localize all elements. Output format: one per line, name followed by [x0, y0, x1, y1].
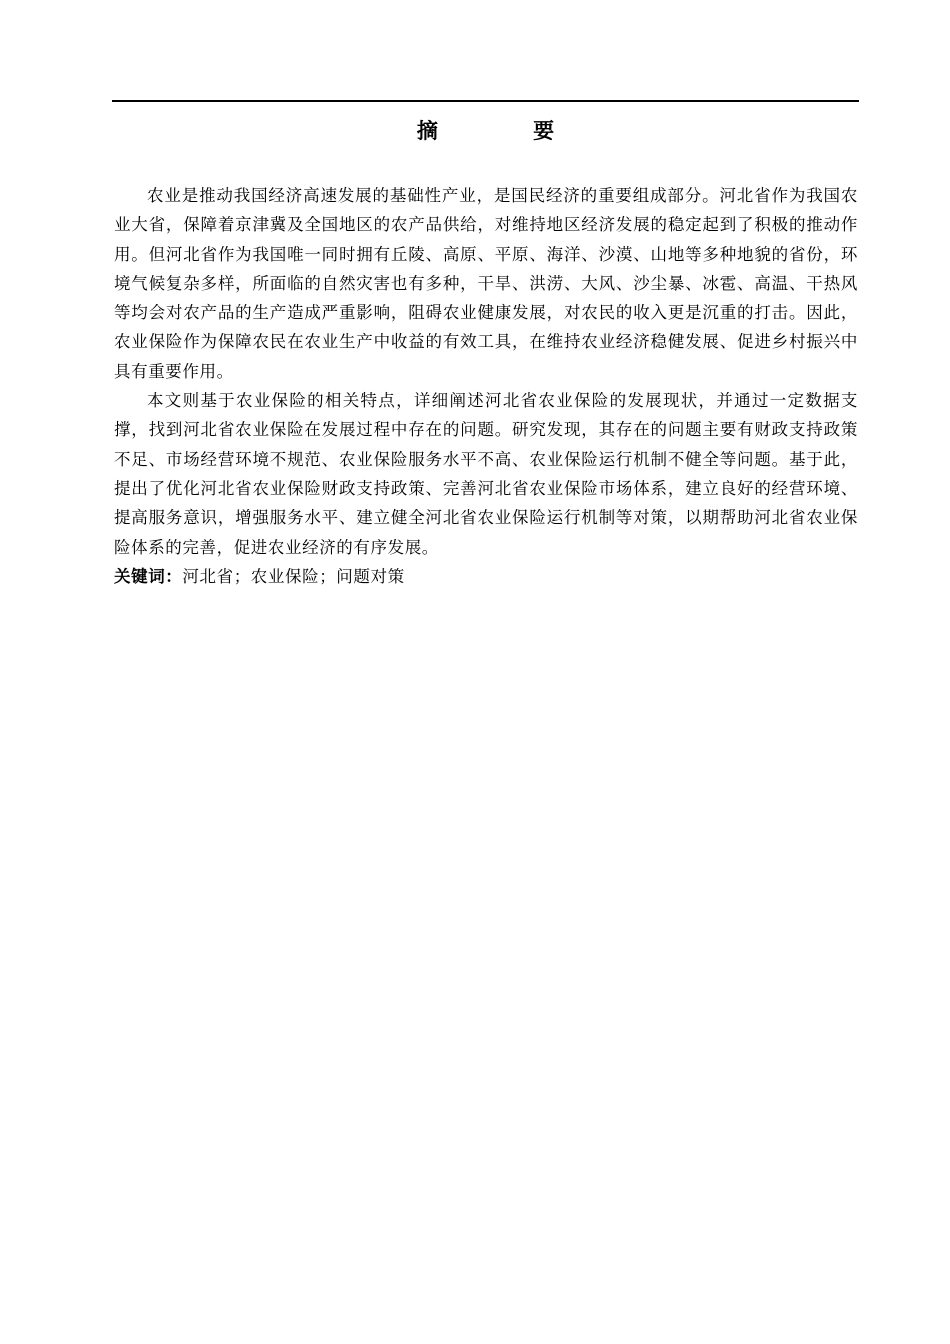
keywords-line: [114, 562, 858, 591]
abstract-paragraph-2: 本文则基于农业保险的相关特点，详细阐述河北省农业保险的发展现状，并通过一定数据支撑，找到河北省农业保险在发展过程中存在的问题。研究发现，其存在的问题主要有财政支持政策不足、市场经营环境不规范、农业保险服务水平不高、农业保险运行机制不健全等问题。基于此，提出了优化河北省农业保险财政支持政策、完善河北省农业保险市场体系，建立良好的经营环境、提高服务意识，增强服务水平、建立健全河北省农业保险运行机制等对策，以期帮助河北省农业保险体系的完善，促进农业经济的有序发展。: [114, 391, 858, 557]
header-rule: [112, 100, 859, 102]
keywords-value: 河北省；农业保险；问题对策: [182, 566, 405, 586]
abstract-body: [114, 181, 858, 591]
abstract-title: 摘 要: [416, 119, 599, 143]
keywords-label: 关键词：: [114, 566, 183, 586]
abstract-paragraph-1: 农业是推动我国经济高速发展的基础性产业，是国民经济的重要组成部分。河北省作为我国农业大省，保障着京津冀及全国地区的农产品供给，对维持地区经济发展的稳定起到了积极的推动作用。但河北省作为我国唯一同时拥有丘陵、高原、平原、海洋、沙漠、山地等多种地貌的省份，环境气候复杂多样，所面临的自然灾害也有多种，干旱、洪涝、大风、沙尘暴、冰雹、高温、干热风等均会对农产品的生产造成严重影响，阻碍农业健康发展，对农民的收入更是沉重的打击。因此，农业保险作为保障农民在农业生产中收益的有效工具，在维持农业经济稳健发展、促进乡村振兴中具有重要作用。: [114, 186, 858, 381]
